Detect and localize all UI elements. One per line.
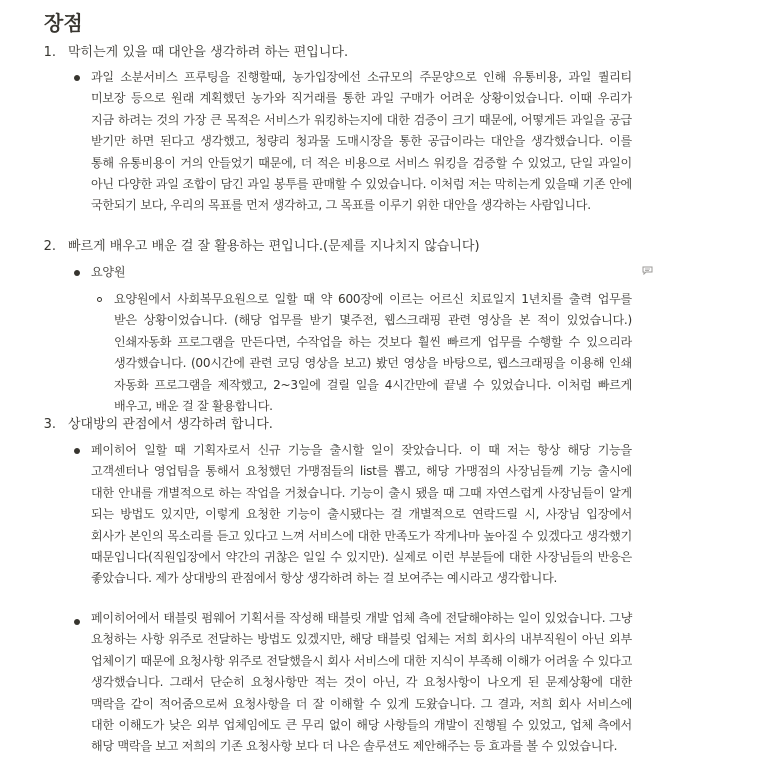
list-item-title-2: 빠르게 배우고 배운 걸 잘 활용하는 편입니다.(문제를 지나치지 않습니다) [68, 239, 480, 254]
bullet-dot [74, 619, 80, 625]
page-title: 장점 [44, 11, 83, 35]
bullet-dot [74, 75, 80, 81]
bullet-dot [74, 270, 80, 276]
list-item-title-3: 상대방의 관점에서 생각하려 합니다. [68, 417, 273, 432]
bullet-paragraph-1: 과일 소분서비스 프루팅을 진행할때, 농가입장에선 소규모의 주문양으로 인해 유통비용, 과일 퀄리티 미보장 등으로 원래 계획했던 농가와 직거래를 통한 과일 구매가 어려운 상황이었습니다. 이때 우리가 지금 하려는 것의 가장 큰 목적은 서비스가 워킹하는지에 대한 검증이 크기 때문에, 어떻게든 과일을 공급 받기만 하면 된다고 생각했고, 청량리 청과물 도매시장을 통한 공급이라는 대안을 생각했습니다. 이를 통해 유통비용이 거의 안들었기 때문에, 더 적은 비용으로 서비스 워킹을 검증할 수 있었고, 단일 과일이 아닌 다양한 과일 조합이 담긴 과일 봉투를 판매할 수 있었습니다. 이처럼 저는 막히는게 있을때 기존 안에 국한되기 보다, 우리의 목표를 먼저 생각하고, 그 목표를 이루기 위한 대안을 생각하는 사람입니다. [91, 70, 632, 213]
list-number-3: 3. [43, 417, 56, 432]
comment-icon[interactable] [642, 266, 653, 275]
sub-bullet-paragraph: 요양원에서 사회복무요원으로 일할 때 약 600장에 이르는 어르신 치료일지 1년치를 출력 업무를 받은 상황이었습니다. (해당 업무를 받기 몇주전, 웹스크래핑 관련 영상을 본 적이 있었습니다.) 인쇄자동화 프로그램을 만든다면, 수작업을 하는 것보다 훨씬 빠르게 업무를 수행할 수 있으리라 생각했습니다. (00시간에 관련 코딩 영상을 보고) 봤던 영상을 바탕으로, 웹스크래핑을 이용해 인쇄 자동화 프로그램을 제작했고, 2~3일에 걸릴 일을 4시간만에 끝낼 수 있었습니다. 이처럼 빠르게 배우고, 배운 걸 잘 활용합니다. [114, 292, 632, 414]
list-number-1: 1. [43, 45, 56, 60]
bullet-paragraph-2: 페이히어 일할 때 기획자로서 신규 기능을 출시할 일이 잦았습니다. 이 때 저는 항상 해당 기능을 고객센터나 영업팀을 통해서 요청했던 가맹점들의 list를 뽑고, 해당 가맹점의 사장님들께 기능 출시에 대한 안내를 개별적으로 하는 작업을 거쳤습니다. 기능이 출시 됐을 때 그때 자연스럽게 사장님들이 알게 되는 방법도 있지만, 이렇게 요청한 기능이 출시됐다는 걸 개별적으로 연락드릴 시, 사장님 입장에서 회사가 본인의 목소리를 듣고 있다고 느껴 서비스에 대한 만족도가 작게나마 높아질 수 있겠다고 생각했기 때문입니다(직원입장에서 약간의 귀찮은 일일 수 있지만). 실제로 이런 부분들에 대한 사장님들의 반응은 좋았습니다. 제가 상대방의 관점에서 항상 생각하려 하는 걸 보여주는 예시라고 생각합니다. [91, 443, 632, 586]
list-number-2: 2. [43, 239, 56, 254]
bullet-dot [74, 448, 80, 454]
bullet-label-nursing-home: 요양원 [91, 265, 126, 279]
sub-bullet-circle [97, 297, 102, 302]
list-item-title-1: 막히는게 있을 때 대안을 생각하려 하는 편입니다. [68, 45, 349, 60]
bullet-paragraph-3: 페이히어에서 태블릿 펌웨어 기획서를 작성해 태블릿 개발 업체 측에 전달해야하는 일이 있었습니다. 그냥 요청하는 사항 위주로 전달하는 방법도 있겠지만, 해당 태블릿 업체는 저희 회사의 내부직원이 아닌 외부 업체이기 때문에 요청사항 위주로 전달했을시 회사 서비스에 대한 지식이 부족해 이해가 어려울 수 있다고 생각했습니다. 그래서 단순히 요청사항만 적는 것이 아닌, 각 요청사항이 나오게 된 문제상황에 대한 맥락을 같이 적어줌으로써 요청사항을 더 잘 이해할 수 있게 도왔습니다. 그 결과, 저희 회사 서비스에 대한 이해도가 낮은 외부 업체임에도 큰 무리 없이 해당 사항들의 개발이 진행될 수 있었고, 업체 측에서 해당 맥락을 보고 저희의 기존 요청사항 보다 더 나은 솔루션도 제안해주는 등 효과를 볼 수 있었습니다. [91, 611, 632, 754]
